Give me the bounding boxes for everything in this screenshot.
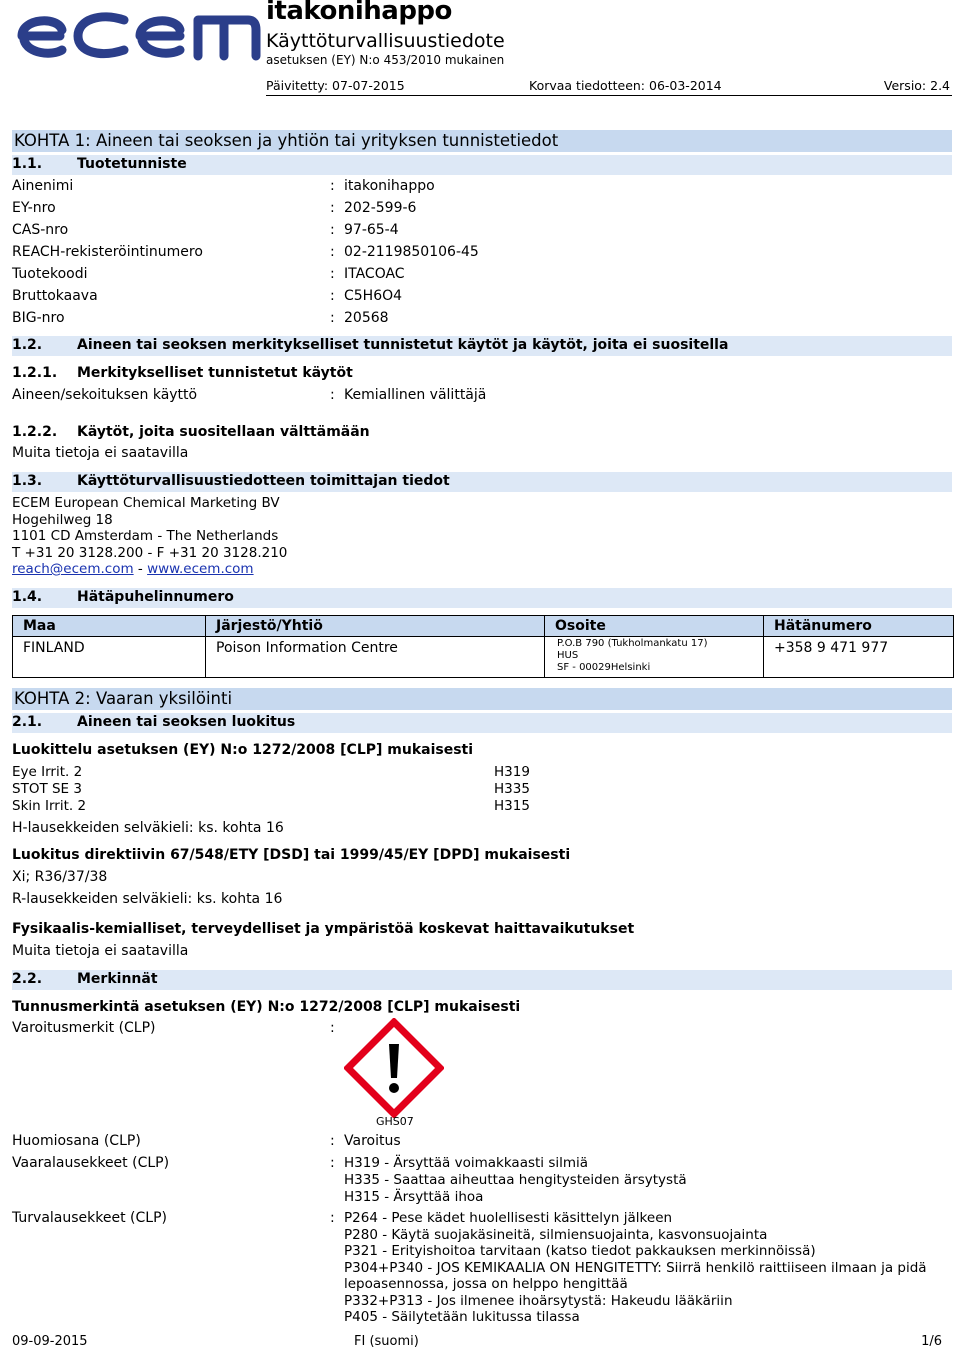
hazard-code: H335 [494,781,530,797]
precautionary-statements-colon: : [330,1210,335,1226]
country-cell: FINLAND [23,640,85,656]
pictogram-code: GHS07 [376,1115,414,1128]
section-1-2-title: Aineen tai seoksen merkitykselliset tunnistetut käytöt ja käytöt, joita ei suositella [77,337,729,353]
identifier-value: 202-599-6 [344,200,417,216]
section-1-2-2-title: Käytöt, joita suositellaan välttämään [77,424,370,440]
precautionary-statement: P264 - Pese kädet huolellisesti käsittelyn jälkeen [344,1210,673,1226]
supplier-line: T +31 20 3128.200 - F +31 20 3128.210 [12,545,288,561]
supplier-line: Hogehilweg 18 [12,512,113,528]
hazard-statements-label: Vaaralausekkeet (CLP) [12,1155,170,1171]
section-1-3-title: Käyttöturvallisuustiedotteen toimittajan tiedot [77,473,450,489]
version: Versio: 2.4 [883,78,950,93]
hazard-class: STOT SE 3 [12,781,82,797]
address-line: HUS [557,650,579,661]
identifier-colon: : [330,310,335,326]
section-1-4-title: Hätäpuhelinnumero [77,589,234,605]
identifier-value: C5H6O4 [344,288,403,304]
table-row [13,637,953,677]
section-1-title: KOHTA 1: Aineen tai seoksen ja yhtiön tai yrityksen tunnistetiedot [14,131,559,150]
hazard-class: Eye Irrit. 2 [12,764,83,780]
section-2-1-number: 2.1. [12,714,43,730]
section-1-4-number: 1.4. [12,589,43,605]
replaces-date: Korvaa tiedotteen: 06-03-2014 [529,78,722,93]
header-divider [266,95,952,96]
column-header: Järjestö/Yhtiö [205,616,544,636]
column-header: Osoite [544,616,763,636]
identifier-label: BIG-nro [12,310,65,326]
email-link[interactable]: reach@ecem.com [12,561,134,577]
hazard-statement: H319 - Ärsyttää voimakkaasti silmiä [344,1155,589,1171]
supplier-contacts [12,561,254,577]
hazard-statement: H335 - Saattaa aiheuttaa hengitysteiden ärsytystä [344,1172,687,1188]
use-colon: : [330,387,335,403]
uses-to-avoid-text: Muita tietoja ei saatavilla [12,445,189,461]
precautionary-statements-label: Turvalausekkeet (CLP) [12,1210,167,1226]
adverse-effects-title: Fysikaalis-kemialliset, terveydelliset ja ympäristöä koskevat haittavaikutukset [12,921,635,937]
adverse-effects-text: Muita tietoja ei saatavilla [12,943,189,959]
hazard-code: H315 [494,798,530,814]
identifier-value: 02-2119850106-45 [344,244,479,260]
identifier-colon: : [330,288,335,304]
address-line: SF - 00029Helsinki [557,662,651,673]
updated-date: Päivitetty: 07-07-2015 [266,78,405,93]
pictogram-label: Varoitusmerkit (CLP) [12,1020,156,1036]
identifier-label: CAS-nro [12,222,69,238]
website-link[interactable]: www.ecem.com [147,561,254,577]
hazard-statement: H315 - Ärsyttää ihoa [344,1189,484,1205]
address-line: P.O.B 790 (Tukholmankatu 17) [557,638,708,649]
signal-word-label: Huomiosana (CLP) [12,1133,141,1149]
identifier-label: EY-nro [12,200,56,216]
hazard-statements-colon: : [330,1155,335,1171]
hazard-code: H319 [494,764,530,780]
ghs07-exclamation-icon [344,1018,444,1118]
identifier-value: 20568 [344,310,389,326]
section-1-2-1-title: Merkitykselliset tunnistetut käytöt [77,365,353,381]
supplier-line: ECEM European Chemical Marketing BV [12,495,280,511]
identifier-colon: : [330,266,335,282]
labelling-title: Tunnusmerkintä asetuksen (EY) N:o 1272/2008 [CLP] mukaisesti [12,999,521,1015]
signal-word-colon: : [330,1133,335,1149]
emergency-table [12,615,954,678]
identifier-label: Bruttokaava [12,288,98,304]
precautionary-statement: P280 - Käytä suojakäsineitä, silmiensuojainta, kasvonsuojainta [344,1226,768,1243]
dsd-note: R-lausekkeiden selväkieli: ks. kohta 16 [12,891,283,907]
table-header-row [13,616,953,637]
section-1-2-1-number: 1.2.1. [12,365,58,381]
use-label: Aineen/sekoituksen käyttö [12,387,198,403]
identifier-value: itakonihappo [344,178,435,194]
section-1-1-title: Tuotetunniste [77,156,187,172]
footer-language: FI (suomi) [354,1334,419,1349]
precautionary-statement: P332+P313 - Jos ilmenee ihoärsytystä: Hakeudu lääkäriin [344,1292,733,1309]
column-header: Hätänumero [763,616,953,636]
product-name: itakonihappo [266,0,452,26]
identifier-value: ITACOAC [344,266,405,282]
identifier-colon: : [330,178,335,194]
section-1-2-number: 1.2. [12,337,43,353]
section-1-1-number: 1.1. [12,156,43,172]
precautionary-statement: P405 - Säilytetään lukitussa tilassa [344,1309,580,1325]
section-1-2-2-number: 1.2.2. [12,424,58,440]
footer-date: 09-09-2015 [12,1334,88,1349]
address-cell [544,637,763,677]
identifier-colon: : [330,222,335,238]
emergency-number-cell: +358 9 471 977 [763,637,953,677]
clp-classification-title: Luokittelu asetuksen (EY) N:o 1272/2008 [CLP] mukaisesti [12,742,474,758]
ecem-logo [12,6,262,64]
regulation-text: asetuksen (EY) N:o 453/2010 mukainen [266,53,505,67]
document-title: Käyttöturvallisuustiedote [266,30,505,52]
link-separator: - [133,561,148,577]
section-2-1-title: Aineen tai seoksen luokitus [77,714,296,730]
section-2-title: KOHTA 2: Vaaran yksilöinti [14,689,233,708]
signal-word: Varoitus [344,1133,401,1149]
identifier-label: Ainenimi [12,178,74,194]
identifier-label: REACH-rekisteröintinumero [12,244,203,260]
identifier-label: Tuotekoodi [12,266,88,282]
supplier-line: 1101 CD Amsterdam - The Netherlands [12,528,279,544]
identifier-colon: : [330,244,335,260]
precautionary-statement: P304+P340 - JOS KEMIKAALIA ON HENGITETTY: Siirrä henkilö raittiiseen ilmaan ja pidä [344,1259,927,1276]
precautionary-statement: P321 - Erityishoitoa tarvitaan (katso tiedot pakkauksen merkinnöissä) [344,1243,816,1259]
pictogram-colon: : [330,1020,335,1036]
section-2-2-title: Merkinnät [77,971,158,987]
column-header: Maa [23,618,56,634]
clp-note: H-lausekkeiden selväkieli: ks. kohta 16 [12,820,284,836]
section-2-2-number: 2.2. [12,971,43,987]
dsd-value: Xi; R36/37/38 [12,869,108,885]
identifier-colon: : [330,200,335,216]
section-1-3-number: 1.3. [12,473,43,489]
use-value: Kemiallinen välittäjä [344,387,487,403]
identifier-value: 97-65-4 [344,222,399,238]
hazard-class: Skin Irrit. 2 [12,798,87,814]
page-number: 1/6 [921,1334,942,1349]
organisation-cell: Poison Information Centre [205,637,544,677]
dsd-classification-title: Luokitus direktiivin 67/548/ETY [DSD] tai 1999/45/EY [DPD] mukaisesti [12,847,571,863]
precautionary-statement: lepoasennossa, jossa on helppo hengittää [344,1276,628,1292]
